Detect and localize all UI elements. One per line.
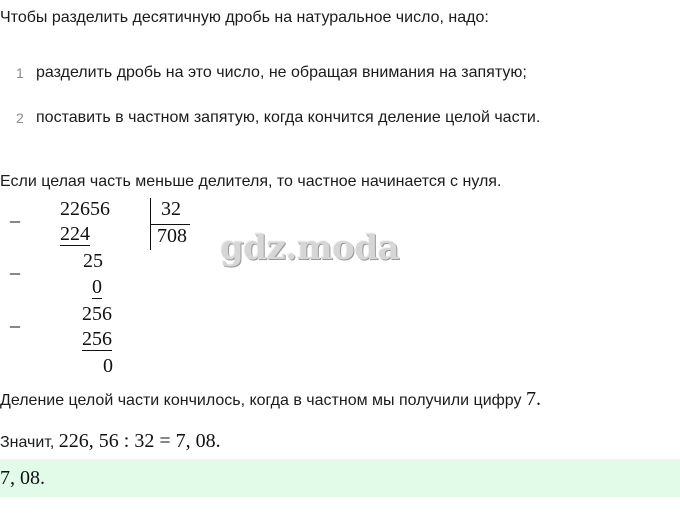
conclusion-digit: 7. (525, 388, 541, 410)
step-text: поставить в частном запятую, когда кончится деление целой части. (36, 109, 541, 126)
result-prefix: Значит, (0, 434, 55, 451)
minus-sign: _ (10, 203, 20, 225)
subtrahend: 224 (60, 223, 90, 245)
minus-sign: _ (10, 308, 20, 330)
step-number: 2 (16, 110, 24, 126)
watermark-logo: gdz.moda (220, 228, 400, 268)
result-expression: 226, 56 : 32 = 7, 08. (58, 430, 221, 452)
result-line (0, 430, 221, 453)
divisor: 32 (161, 198, 181, 220)
conclusion-text (0, 388, 541, 411)
final-remainder: 0 (103, 355, 113, 377)
step-text: разделить дробь на это число, не обращая внимания на запятую; (36, 64, 527, 81)
subtrahend: 0 (92, 276, 102, 298)
quotient: 708 (157, 225, 187, 247)
dividend: 22656 (60, 198, 110, 220)
conclusion-sentence: Деление целой части кончилось, когда в частном мы получили цифру (0, 392, 522, 409)
step-number: 1 (16, 65, 24, 81)
minus-sign: _ (10, 255, 20, 277)
answer-box (0, 459, 680, 497)
subtrahend: 256 (82, 328, 112, 350)
note-text: Если целая часть меньше делителя, то частное начинается с нуля. (0, 173, 502, 190)
answer-value: 7, 08. (0, 467, 45, 489)
intro-text: Чтобы разделить десятичную дробь на натуральное число, надо: (0, 9, 489, 26)
remainder: 256 (82, 303, 112, 325)
remainder: 25 (83, 250, 103, 272)
